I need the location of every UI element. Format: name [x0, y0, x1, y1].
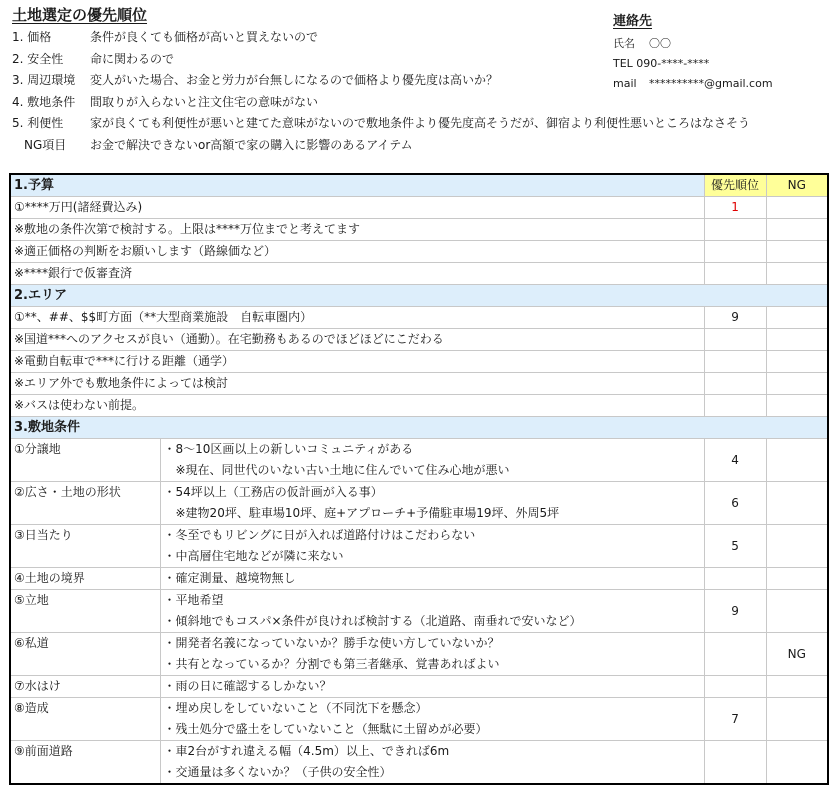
item-cell: ①**、##、$$町方面（**大型商業施設 自転車圏内）	[10, 307, 704, 329]
ng-item	[12, 135, 750, 157]
ng-cell	[766, 698, 828, 741]
ng-cell	[766, 373, 828, 395]
table-row	[10, 439, 828, 482]
table-row	[10, 395, 828, 417]
table-row	[10, 197, 828, 219]
priority-text: 条件が良くても価格が高いと買えないので	[90, 30, 319, 44]
table-row	[10, 633, 828, 676]
condition-name: ①分譲地	[10, 439, 160, 482]
detail-line: ・傾斜地でもコスパ×条件が良ければ検討する（北道路、南垂れで安いなど）	[163, 614, 582, 628]
priority-label: 2. 安全性	[12, 51, 64, 66]
condition-detail	[160, 568, 704, 590]
requirements-table	[9, 173, 829, 785]
table-row	[10, 219, 828, 241]
priority-cell	[704, 351, 766, 373]
note-cell: ※敷地の条件次第で検討する。上限は****万位までと考えてます	[10, 219, 704, 241]
ng-cell: NG	[766, 633, 828, 676]
priority-cell	[704, 263, 766, 285]
section-title: 3.敷地条件	[10, 417, 828, 439]
detail-line: ・埋め戻しをしていないこと（不同沈下を懸念）	[163, 701, 428, 715]
table-row	[10, 698, 828, 741]
priority-cell	[704, 241, 766, 263]
table-row	[10, 241, 828, 263]
contact-name	[613, 34, 773, 54]
priority-label: 3. 周辺環境	[12, 73, 76, 87]
ng-cell	[766, 525, 828, 568]
note-cell: ※エリア外でも敷地条件によっては検討	[10, 373, 704, 395]
priority-text: 家が良くても利便性が悪いと建てた意味がないので敷地条件より優先度高そうだが、御宿より利便性悪いところはなさそう	[90, 116, 751, 130]
priority-cell	[704, 395, 766, 417]
priority-item	[12, 113, 750, 135]
ng-cell	[766, 439, 828, 482]
priority-label: NG項目	[12, 137, 67, 152]
detail-line: ・共有となっているか？分割でも第三者継承、覚書あればよい	[163, 657, 500, 671]
note-cell: ※国道***へのアクセスが良い（通勤）。在宅勤務もあるのでほどほどにこだわる	[10, 329, 704, 351]
table-row	[10, 351, 828, 373]
name-value: 〇〇	[649, 37, 671, 50]
table-row	[10, 568, 828, 590]
priority-text: 変人がいた場合、お金と労力が台無しになるので価格より優先度は高いか？	[90, 73, 499, 87]
condition-detail	[160, 525, 704, 568]
condition-detail	[160, 741, 704, 785]
condition-name: ⑥私道	[10, 633, 160, 676]
ng-cell	[766, 482, 828, 525]
condition-detail	[160, 633, 704, 676]
detail-line: ・開発者名義になっていないか？勝手な使い方していないか？	[163, 636, 500, 650]
condition-detail	[160, 590, 704, 633]
mail-value: **********@gmail.com	[649, 77, 773, 90]
ng-cell	[766, 307, 828, 329]
ng-cell	[766, 351, 828, 373]
contact-title: 連絡先	[613, 14, 653, 29]
ng-cell	[766, 241, 828, 263]
detail-line: ・8～10区画以上の新しいコミュニティがある	[163, 442, 414, 456]
ng-cell	[766, 395, 828, 417]
contact-tel: TEL 090-****-****	[613, 57, 710, 70]
priority-cell	[704, 329, 766, 351]
header-priority: 優先順位	[704, 174, 766, 197]
contact-block	[613, 10, 773, 94]
detail-line: ※現在、同世代のいない古い土地に住んでいて住み心地が悪い	[163, 463, 510, 477]
item-cell: ①****万円(諸経費込み)	[10, 197, 704, 219]
detail-line: ・車2台がすれ違える幅（4.5m）以上、できれば6m	[163, 744, 450, 758]
priority-cell: 5	[704, 525, 766, 568]
priority-cell	[704, 568, 766, 590]
table-row	[10, 590, 828, 633]
table-row	[10, 525, 828, 568]
priority-cell	[704, 219, 766, 241]
condition-name: ⑦水はけ	[10, 676, 160, 698]
table-row	[10, 676, 828, 698]
detail-line: ・54坪以上（工務店の仮計画が入る事）	[163, 485, 383, 499]
priority-text: 間取りが入らないと注文住宅の意味がない	[90, 94, 319, 109]
priority-cell	[704, 676, 766, 698]
ng-cell	[766, 197, 828, 219]
section-title: 1.予算	[10, 174, 704, 197]
priority-cell	[704, 373, 766, 395]
condition-name: ③日当たり	[10, 525, 160, 568]
note-cell: ※バスは使わない前提。	[10, 395, 704, 417]
page-title: 土地選定の優先順位	[12, 6, 148, 24]
detail-line: ・雨の日に確認するしかない？	[163, 679, 332, 693]
detail-line: ・平地希望	[163, 593, 224, 607]
detail-line: ・確定測量、越境物無し	[163, 571, 296, 585]
condition-detail	[160, 676, 704, 698]
note-cell: ※****銀行で仮審査済	[10, 263, 704, 285]
table-row	[10, 263, 828, 285]
table-row	[10, 373, 828, 395]
priority-cell: 9	[704, 307, 766, 329]
ng-cell	[766, 590, 828, 633]
priority-text: 命に関わるので	[90, 51, 175, 66]
ng-cell	[766, 329, 828, 351]
ng-cell	[766, 676, 828, 698]
table-row	[10, 329, 828, 351]
section-title: 2.エリア	[10, 285, 828, 307]
ng-cell	[766, 219, 828, 241]
note-cell: ※電動自転車で***に行ける距離（通学）	[10, 351, 704, 373]
detail-line: ・残土処分で盛土をしていないこと（無駄に土留めが必要）	[163, 722, 488, 736]
priority-item	[12, 92, 750, 114]
header-ng: NG	[766, 174, 828, 197]
ng-cell	[766, 263, 828, 285]
condition-name: ⑨前面道路	[10, 741, 160, 785]
priority-label: 4. 敷地条件	[12, 94, 76, 109]
condition-detail	[160, 439, 704, 482]
detail-line: ・冬至でもリビングに日が入れば道路付けはこだわらない	[163, 528, 476, 542]
condition-detail	[160, 482, 704, 525]
note-cell: ※適正価格の判断をお願いします（路線価など）	[10, 241, 704, 263]
priority-label: 1. 価格	[12, 30, 52, 44]
detail-line: ・中高層住宅地などが隣に来ない	[163, 549, 344, 563]
priority-cell: 7	[704, 698, 766, 741]
priority-cell: 4	[704, 439, 766, 482]
priority-cell: 9	[704, 590, 766, 633]
section-header	[10, 285, 828, 307]
condition-detail	[160, 698, 704, 741]
section-header	[10, 174, 828, 197]
priority-text: お金で解決できないor高額で家の購入に影響のあるアイテム	[90, 137, 413, 152]
priority-cell: 1	[704, 197, 766, 219]
condition-name: ④土地の境界	[10, 568, 160, 590]
table-row	[10, 741, 828, 785]
priority-cell: 6	[704, 482, 766, 525]
detail-line: ・交通量は多くないか？（子供の安全性）	[163, 765, 392, 779]
priority-label: 5. 利便性	[12, 116, 64, 130]
mail-label: mail	[613, 77, 637, 90]
detail-line: ※建物20坪、駐車場10坪、庭+アプローチ+予備駐車場19坪、外周5坪	[163, 506, 560, 520]
condition-name: ⑧造成	[10, 698, 160, 741]
name-label: 氏名	[613, 37, 635, 50]
priority-cell	[704, 633, 766, 676]
table-row	[10, 482, 828, 525]
condition-name: ②広さ・土地の形状	[10, 482, 160, 525]
section-header	[10, 417, 828, 439]
ng-cell	[766, 741, 828, 785]
condition-name: ⑤立地	[10, 590, 160, 633]
ng-cell	[766, 568, 828, 590]
contact-mail	[613, 74, 773, 94]
priority-cell	[704, 741, 766, 785]
table-row	[10, 307, 828, 329]
